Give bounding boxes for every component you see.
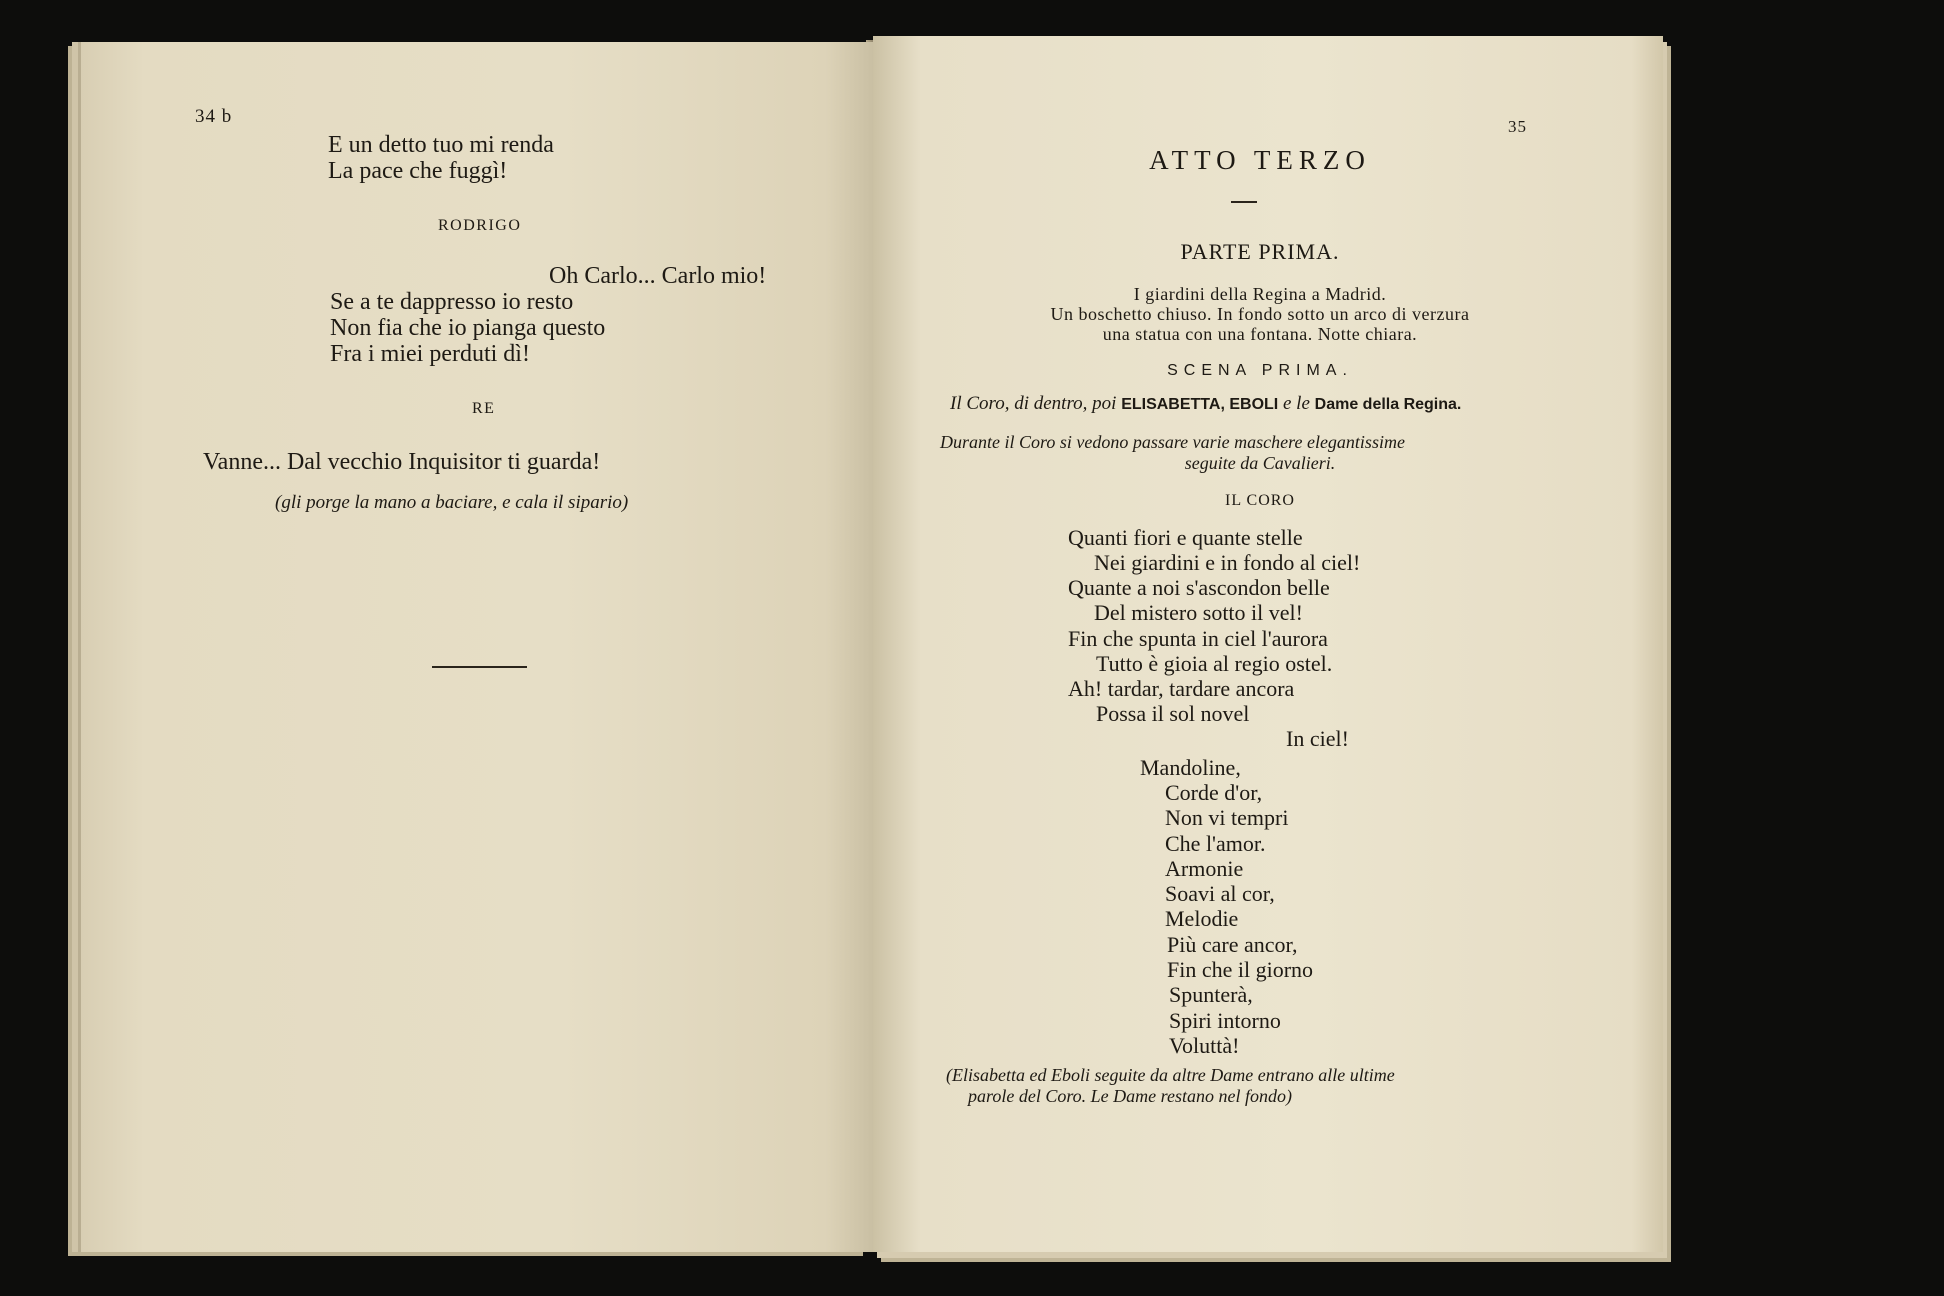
chorus-line: Possa il sol novel bbox=[1096, 701, 1250, 726]
mandoline-line: Armonie bbox=[1165, 856, 1244, 881]
verse-line: Vanne... Dal vecchio Inquisitor ti guarda! bbox=[203, 449, 601, 475]
verse-line: E un detto tuo mi renda bbox=[328, 132, 554, 158]
stage-direction: seguite da Cavalieri. bbox=[1184, 453, 1336, 473]
chorus-line: Nei giardini e in fondo al ciel! bbox=[1094, 550, 1361, 575]
mandoline-line: Melodie bbox=[1165, 906, 1239, 931]
chorus-line: Ah! tardar, tardare ancora bbox=[1068, 676, 1295, 701]
setting-line: I giardini della Regina a Madrid. bbox=[1133, 284, 1387, 304]
stage-direction: (gli porge la mano a baciare, e cala il sipario) bbox=[275, 492, 629, 513]
part-title: PARTE PRIMA. bbox=[1180, 239, 1340, 264]
mandoline-line: Mandoline, bbox=[1140, 755, 1241, 780]
speaker-rodrigo: RODRIGO bbox=[438, 217, 522, 234]
character-principals: ELISABETTA, EBOLI bbox=[1121, 396, 1279, 413]
mandoline-line: Più care ancor, bbox=[1167, 932, 1298, 957]
chorus-line: In ciel! bbox=[1286, 726, 1349, 751]
verse-line: La pace che fuggì! bbox=[328, 158, 508, 184]
character-chorus: Il Coro, bbox=[950, 393, 1010, 414]
setting-line: una statua con una fontana. Notte chiara. bbox=[1102, 324, 1418, 344]
chorus-line: Quante a noi s'ascondon belle bbox=[1068, 575, 1330, 600]
right-page-number: 35 bbox=[1508, 117, 1527, 136]
scene-title: SCENA PRIMA. bbox=[1167, 362, 1353, 379]
chorus-line: Fin che spunta in ciel l'aurora bbox=[1068, 626, 1328, 651]
stage-direction: parole del Coro. Le Dame restano nel fondo) bbox=[968, 1086, 1292, 1106]
verse-line: Non fia che io pianga questo bbox=[330, 315, 606, 341]
mandoline-line: Che l'amor. bbox=[1165, 831, 1266, 856]
act-title: ATTO TERZO bbox=[1149, 145, 1371, 175]
verse-line: Oh Carlo... Carlo mio! bbox=[549, 263, 767, 289]
mandoline-line: Spiri intorno bbox=[1169, 1008, 1281, 1033]
mandoline-line: Corde d'or, bbox=[1165, 780, 1263, 805]
verse-line: Fra i miei perduti dì! bbox=[330, 341, 530, 367]
mandoline-line: Non vi tempri bbox=[1165, 805, 1289, 830]
mandoline-line: Spunterà, bbox=[1169, 982, 1253, 1007]
end-of-act-rule bbox=[432, 666, 527, 668]
stage-direction: Durante il Coro si vedono passare varie maschere elegantissime bbox=[940, 432, 1405, 452]
chorus-heading: IL CORO bbox=[1225, 492, 1295, 509]
character-connector: e le bbox=[1282, 393, 1310, 414]
chorus-line: Quanti fiori e quante stelle bbox=[1068, 525, 1303, 550]
character-ladies: Dame della Regina. bbox=[1314, 396, 1462, 413]
speaker-re: RE bbox=[472, 400, 496, 417]
left-page-number: 34 b bbox=[195, 106, 233, 127]
title-rule bbox=[1231, 201, 1257, 203]
setting-line: Un boschetto chiuso. In fondo sotto un arco di verzura bbox=[1050, 304, 1470, 324]
stage-direction: (Elisabetta ed Eboli seguite da altre Dame entrano alle ultime bbox=[946, 1065, 1395, 1085]
character-list bbox=[950, 393, 1461, 415]
verse-line: Se a te dappresso io resto bbox=[330, 289, 574, 315]
mandoline-line: Fin che il giorno bbox=[1167, 957, 1314, 982]
character-connector: di dentro, poi bbox=[1014, 393, 1117, 414]
chorus-line: Del mistero sotto il vel! bbox=[1094, 600, 1303, 625]
chorus-line: Tutto è gioia al regio ostel. bbox=[1096, 651, 1333, 676]
mandoline-line: Soavi al cor, bbox=[1165, 881, 1275, 906]
mandoline-line: Voluttà! bbox=[1169, 1033, 1240, 1058]
